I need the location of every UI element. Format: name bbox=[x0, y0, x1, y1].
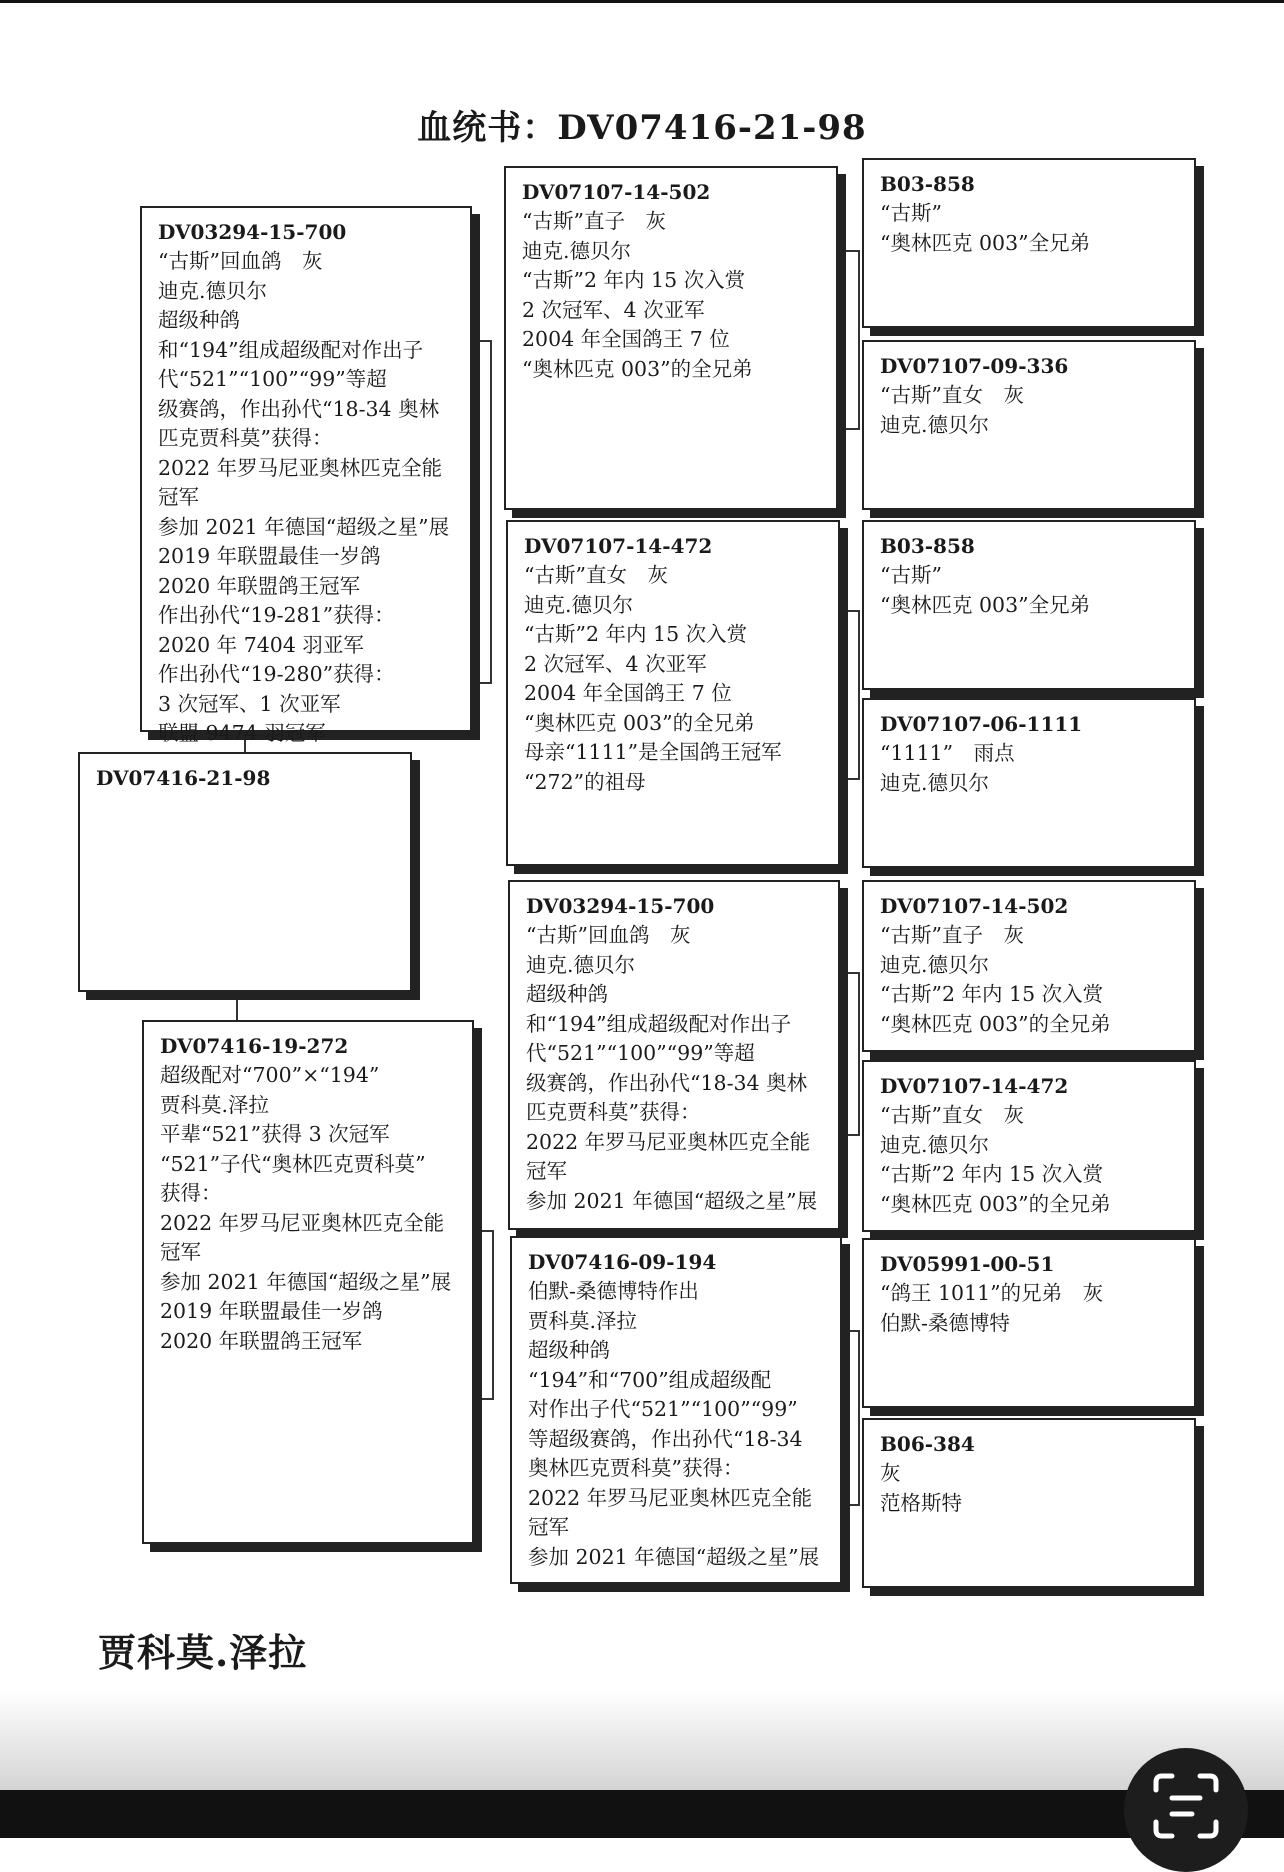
pedigree-box-grandparent bbox=[504, 166, 838, 510]
detail-line: 作出孙代“19-281”获得： bbox=[158, 603, 395, 627]
detail-line: 范格斯特 bbox=[880, 1490, 962, 1515]
detail-line: 平辈“521”获得 3 次冠军 bbox=[160, 1122, 390, 1146]
detail-line: 和“194”组成超级配对作出子 bbox=[158, 337, 424, 362]
detail-line: 2020 年联盟鸽王冠军 bbox=[160, 1328, 363, 1353]
detail-line: 贾科莫.泽拉 bbox=[160, 1092, 270, 1117]
connector-line bbox=[470, 340, 492, 684]
pedigree-box-grandparent bbox=[508, 880, 840, 1230]
detail-line: 超级种鸽 bbox=[528, 1338, 610, 1362]
detail-line: 2 次冠军、4 次亚军 bbox=[522, 297, 705, 322]
detail-line: “鸽王 1011”的兄弟 灰 bbox=[880, 1281, 1104, 1305]
owner-name: 贾科莫.泽拉 bbox=[98, 1630, 308, 1675]
detail-line: “奥林匹克 003”的全兄弟 bbox=[522, 356, 753, 381]
box-details bbox=[880, 921, 1182, 1039]
detail-line: 2020 年 7404 羽亚军 bbox=[158, 632, 364, 657]
detail-line: “古斯”直子 灰 bbox=[522, 209, 666, 233]
detail-line: “古斯”2 年内 15 次入赏 bbox=[880, 1162, 1104, 1186]
detail-line: 迪克.德贝尔 bbox=[524, 592, 634, 617]
pedigree-box-grandparent bbox=[506, 520, 840, 866]
detail-line: “奥林匹克 003”全兄弟 bbox=[880, 592, 1091, 617]
connector-line bbox=[236, 990, 238, 1020]
ring-number: DV07416-09-194 bbox=[528, 1250, 717, 1274]
detail-line: 对作出子代“521”“100”“99” bbox=[528, 1397, 798, 1421]
detail-line: 级赛鸽，作出孙代“18-34 奥林 bbox=[158, 396, 440, 421]
detail-line: 作出孙代“19-280”获得： bbox=[158, 662, 395, 686]
detail-line: 2022 年罗马尼亚奥林匹克全能 bbox=[160, 1210, 445, 1235]
detail-line: “521”子代“奥林匹克贾科莫” bbox=[160, 1151, 426, 1176]
box-details bbox=[880, 1279, 1182, 1338]
ring-number: B03-858 bbox=[880, 534, 975, 558]
detail-line: 等超级赛鸽，作出孙代“18-34 bbox=[528, 1426, 803, 1451]
detail-line: 超级配对“700”×“194” bbox=[160, 1063, 380, 1087]
ring-number: DV03294-15-700 bbox=[526, 894, 715, 918]
detail-line: “古斯”直女 灰 bbox=[880, 1103, 1024, 1127]
bottom-gradient bbox=[0, 1690, 1284, 1790]
pedigree-box-great-grandparent bbox=[862, 158, 1196, 328]
box-details bbox=[880, 561, 1182, 620]
detail-line: 代“521”“100”“99”等超 bbox=[158, 367, 387, 391]
scan-text-button[interactable] bbox=[1124, 1748, 1248, 1872]
box-details bbox=[528, 1277, 828, 1572]
ring-number: B06-384 bbox=[880, 1432, 975, 1456]
pedigree-box-dam bbox=[142, 1020, 474, 1544]
pedigree-box-great-grandparent bbox=[862, 1238, 1196, 1408]
ring-number: DV07416-19-272 bbox=[160, 1034, 349, 1058]
detail-line: 迪克.德贝尔 bbox=[880, 1132, 990, 1157]
detail-line: “古斯”2 年内 15 次入赏 bbox=[524, 622, 748, 646]
detail-line: 伯默-桑德博特 bbox=[880, 1310, 1010, 1335]
detail-line: “奥林匹克 003”的全兄弟 bbox=[880, 1011, 1111, 1036]
ring-number: DV07416-21-98 bbox=[96, 766, 271, 790]
connector-line bbox=[838, 972, 860, 1136]
top-divider bbox=[0, 0, 1284, 3]
detail-line: 迪克.德贝尔 bbox=[880, 952, 990, 977]
detail-line: 贾科莫.泽拉 bbox=[528, 1308, 638, 1333]
pedigree-box-great-grandparent bbox=[862, 880, 1196, 1052]
detail-line: 获得： bbox=[160, 1181, 222, 1205]
detail-line: 冠军 bbox=[158, 485, 199, 509]
detail-line: 灰 bbox=[880, 1461, 901, 1485]
detail-line: 级赛鸽，作出孙代“18-34 奥林 bbox=[526, 1070, 808, 1095]
box-details bbox=[880, 381, 1182, 440]
connector-line bbox=[838, 610, 860, 780]
box-details bbox=[880, 1101, 1182, 1219]
detail-line: “194”和“700”组成超级配 bbox=[528, 1367, 772, 1392]
detail-line: “古斯”2 年内 15 次入赏 bbox=[880, 982, 1104, 1006]
detail-line: 迪克.德贝尔 bbox=[522, 238, 632, 263]
bottom-bar bbox=[0, 1790, 1284, 1838]
detail-line: “古斯”直子 灰 bbox=[880, 923, 1024, 947]
box-details bbox=[880, 199, 1182, 258]
box-details bbox=[526, 921, 826, 1216]
detail-line: 参加 2021 年德国“超级之星”展 bbox=[526, 1188, 818, 1213]
detail-line: 3 次冠军、1 次亚军 bbox=[158, 691, 341, 716]
pedigree-box-great-grandparent bbox=[862, 698, 1196, 868]
detail-line: 2019 年联盟最佳一岁鸽 bbox=[158, 544, 381, 568]
page-title: 血统书：DV07416-21-98 bbox=[417, 108, 867, 148]
ring-number: DV03294-15-700 bbox=[158, 220, 347, 244]
detail-line: “古斯”2 年内 15 次入赏 bbox=[522, 268, 746, 292]
detail-line: 参加 2021 年德国“超级之星”展 bbox=[528, 1544, 820, 1569]
detail-line: 代“521”“100”“99”等超 bbox=[526, 1041, 755, 1065]
connector-line bbox=[836, 250, 860, 430]
detail-line: “古斯”回血鸽 灰 bbox=[158, 249, 323, 273]
detail-line: “1111” 雨点 bbox=[880, 741, 1015, 765]
ring-number: DV07107-14-502 bbox=[522, 180, 711, 204]
pedigree-box-great-grandparent bbox=[862, 1418, 1196, 1588]
pedigree-box-grandparent bbox=[510, 1236, 842, 1584]
detail-line: “古斯” bbox=[880, 201, 942, 225]
detail-line: 迪克.德贝尔 bbox=[158, 278, 268, 303]
detail-line: 匹克贾科莫”获得： bbox=[158, 426, 333, 450]
ring-number: DV07107-14-502 bbox=[880, 894, 1069, 918]
detail-line: 2004 年全国鸽王 7 位 bbox=[522, 327, 730, 351]
detail-line: “奥林匹克 003”的全兄弟 bbox=[880, 1191, 1111, 1216]
detail-line: “古斯” bbox=[880, 563, 942, 587]
detail-line: 2 次冠军、4 次亚军 bbox=[524, 651, 707, 676]
detail-line: 超级种鸽 bbox=[526, 982, 608, 1006]
ring-number: DV07107-14-472 bbox=[524, 534, 713, 558]
box-details bbox=[880, 1459, 1182, 1518]
ring-number: DV05991-00-51 bbox=[880, 1252, 1055, 1276]
detail-line: “272”的祖母 bbox=[524, 769, 646, 794]
pedigree-box-subject bbox=[78, 752, 412, 992]
detail-line: 2022 年罗马尼亚奥林匹克全能 bbox=[158, 455, 443, 480]
detail-line: 2004 年全国鸽王 7 位 bbox=[524, 681, 732, 705]
detail-line: “古斯”回血鸽 灰 bbox=[526, 923, 691, 947]
detail-line: “奥林匹克 003”的全兄弟 bbox=[524, 710, 755, 735]
pedigree-box-great-grandparent bbox=[862, 1060, 1196, 1232]
detail-line: “古斯”直女 灰 bbox=[524, 563, 668, 587]
detail-line: 2022 年罗马尼亚奥林匹克全能 bbox=[526, 1129, 811, 1154]
detail-line: 2020 年联盟鸽王冠军 bbox=[158, 573, 361, 598]
detail-line: 迪克.德贝尔 bbox=[880, 770, 990, 795]
detail-line: 参加 2021 年德国“超级之星”展 bbox=[158, 514, 450, 539]
detail-line: 超级种鸽 bbox=[158, 308, 240, 332]
pedigree-box-great-grandparent bbox=[862, 520, 1196, 690]
detail-line: 冠军 bbox=[528, 1515, 569, 1539]
detail-line: “古斯”直女 灰 bbox=[880, 383, 1024, 407]
detail-line: 迪克.德贝尔 bbox=[880, 412, 990, 437]
detail-line: 伯默-桑德博特作出 bbox=[528, 1279, 699, 1303]
detail-line: 参加 2021 年德国“超级之星”展 bbox=[160, 1269, 452, 1294]
ring-number: DV07107-14-472 bbox=[880, 1074, 1069, 1098]
detail-line: 冠军 bbox=[160, 1240, 201, 1264]
pedigree-box-sire bbox=[140, 206, 472, 745]
ring-number: DV07107-06-1111 bbox=[880, 712, 1083, 736]
pedigree-box-great-grandparent bbox=[862, 340, 1196, 510]
box-details bbox=[522, 207, 824, 384]
detail-line: 奥林匹克贾科莫”获得： bbox=[528, 1456, 744, 1480]
detail-line: 2019 年联盟最佳一岁鸽 bbox=[160, 1299, 383, 1323]
scan-text-icon bbox=[1150, 1770, 1222, 1842]
ring-number: B03-858 bbox=[880, 172, 975, 196]
box-details bbox=[160, 1061, 460, 1356]
detail-line: 联盟 9474 羽冠军 bbox=[158, 721, 326, 745]
detail-line: 匹克贾科莫”获得： bbox=[526, 1100, 701, 1124]
box-details bbox=[158, 247, 458, 749]
detail-line: 迪克.德贝尔 bbox=[526, 952, 636, 977]
detail-line: 2022 年罗马尼亚奥林匹克全能 bbox=[528, 1485, 813, 1510]
box-details bbox=[524, 561, 826, 797]
ring-number: DV07107-09-336 bbox=[880, 354, 1069, 378]
detail-line: 母亲“1111”是全国鸽王冠军 bbox=[524, 740, 782, 764]
detail-line: “奥林匹克 003”全兄弟 bbox=[880, 230, 1091, 255]
detail-line: 冠军 bbox=[526, 1159, 567, 1183]
box-details bbox=[880, 739, 1182, 798]
connector-line bbox=[472, 1230, 494, 1400]
detail-line: 和“194”组成超级配对作出子 bbox=[526, 1011, 792, 1036]
